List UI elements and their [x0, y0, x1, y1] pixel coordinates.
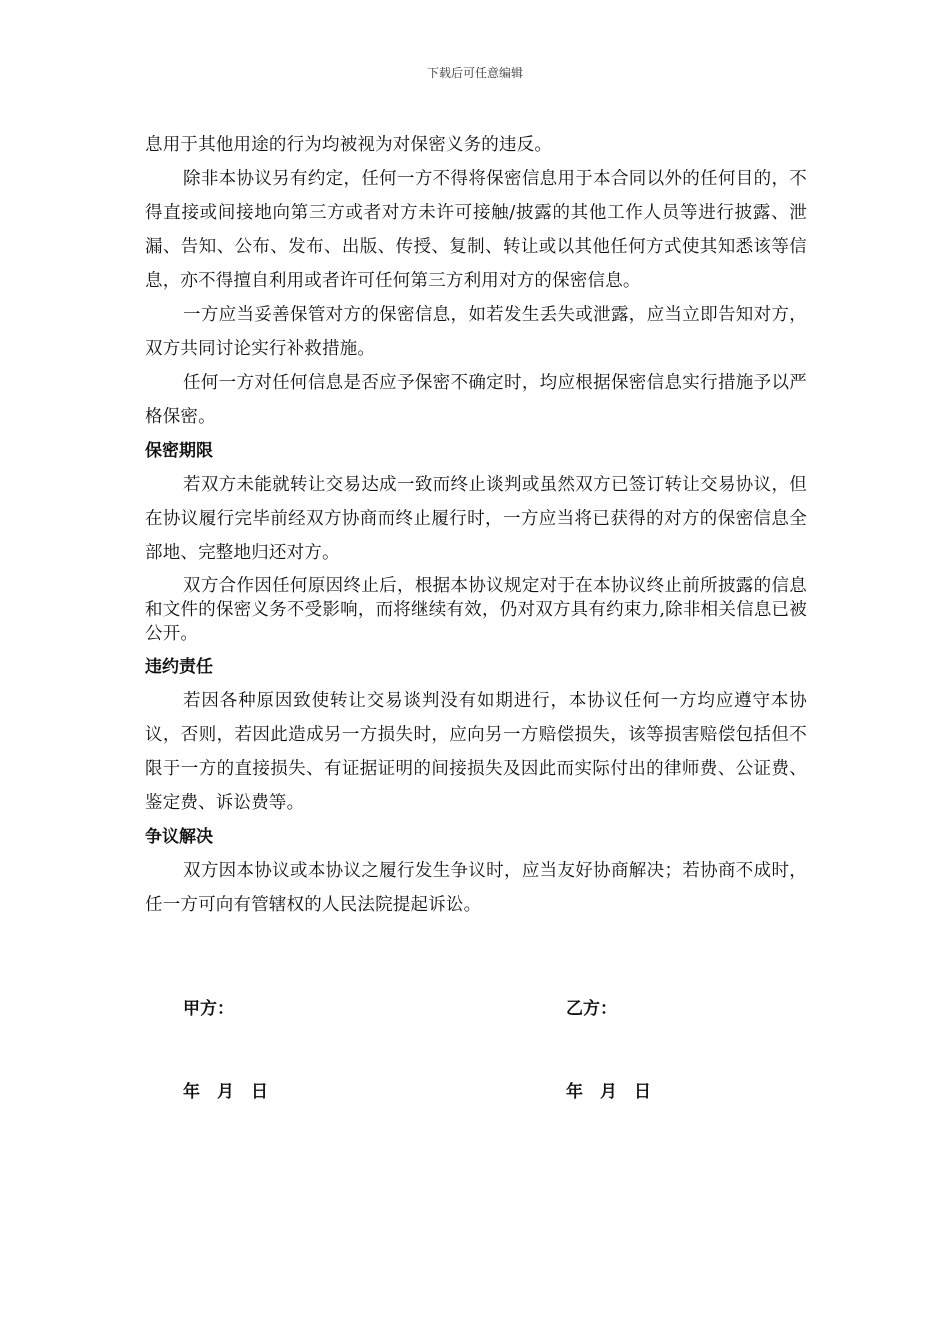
header-note: 下载后可任意编辑 — [426, 66, 523, 80]
paragraph: 若双方未能就转让交易达成一致而终止谈判或虽然双方已签订转让交易协议，但在协议履行完毕前经双方协商而终止履行时，一方应当将已获得的对方的保密信息全部地、完整地归还对方。 — [145, 475, 807, 563]
paragraph: 若因各种原因致使转让交易谈判没有如期进行，本协议任何一方均应遵守本协议，否则，若因此造成另一方损失时，应向另一方赔偿损失，该等损害赔偿包括但不限于一方的直接损失、有证据证明的间接损失及因此而实际付出的律师费、公证费、鉴定费、诉讼费等。 — [145, 691, 807, 813]
paragraph: 双方合作因任何原因终止后，根据本协议规定对于在本协议终止前所披露的信息和文件的保密义务不受影响，而将继续有效，仍对双方具有约束力,除非相关信息已被公开。 — [145, 576, 807, 644]
paragraph: 除非本协议另有约定，任何一方不得将保密信息用于本合同以外的任何目的，不得直接或间接地向第三方或者对方未许可接触/披露的其他工作人员等进行披露、泄漏、告知、公布、发布、出版、传授、复制、转让或以其他任何方式使其知悉该等信息，亦不得擅自利用或者许可任何第三方利用对方的保密信息。 — [145, 169, 807, 291]
date-b-label: 年 月 日 — [566, 1082, 651, 1102]
section-heading-dispute: 争议解决 — [145, 827, 213, 847]
document-body — [145, 128, 807, 922]
party-a-label: 甲方： — [183, 999, 234, 1019]
section-heading-period: 保密期限 — [145, 441, 213, 461]
section-heading-breach: 违约责任 — [145, 657, 213, 677]
date-a-label: 年 月 日 — [183, 1082, 268, 1102]
paragraph: 任何一方对任何信息是否应予保密不确定时，均应根据保密信息实行措施予以严格保密。 — [145, 373, 807, 427]
paragraph: 双方因本协议或本协议之履行发生争议时，应当友好协商解决；若协商不成时，任一方可向有管辖权的人民法院提起诉讼。 — [145, 861, 807, 915]
paragraph: 息用于其他用途的行为均被视为对保密义务的违反。 — [145, 135, 553, 155]
paragraph: 一方应当妥善保管对方的保密信息，如若发生丢失或泄露，应当立即告知对方，双方共同讨论实行补救措施。 — [145, 305, 807, 359]
party-b-label: 乙方： — [566, 999, 617, 1019]
